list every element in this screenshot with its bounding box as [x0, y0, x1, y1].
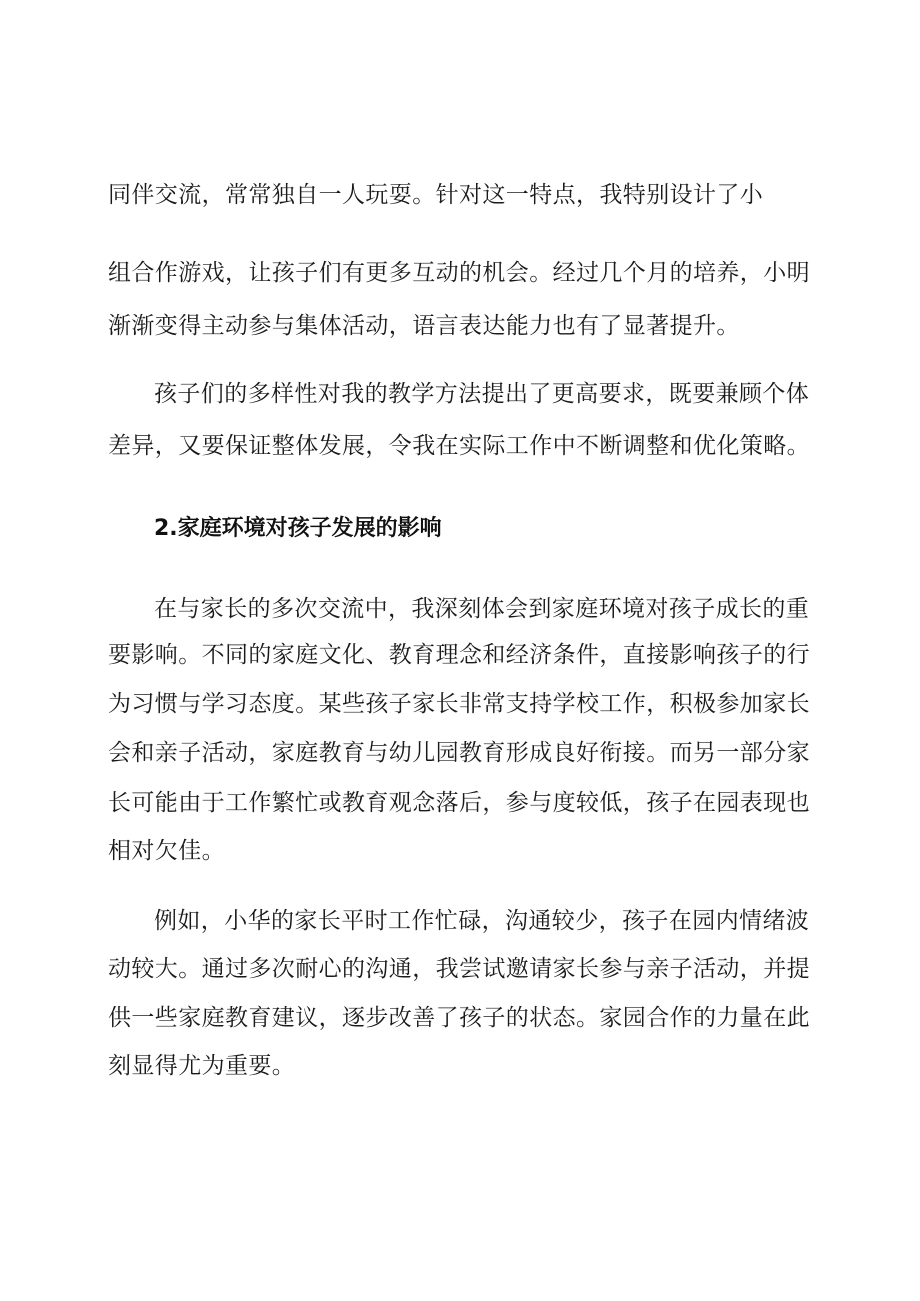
paragraph-line: 长可能由于工作繁忙或教育观念落后，参与度较低，孩子在园表现也	[108, 790, 810, 816]
paragraph-line: 要影响。不同的家庭文化、教育理念和经济条件，直接影响孩子的行	[108, 642, 810, 668]
paragraph-line: 会和亲子活动，家庭教育与幼儿园教育形成良好衔接。而另一部分家	[108, 740, 810, 766]
paragraph-line: 相对欠佳。	[108, 838, 225, 864]
paragraph-line: 在与家长的多次交流中，我深刻体会到家庭环境对孩子成长的重	[154, 596, 810, 622]
paragraph-line: 供一些家庭教育建议，逐步改善了孩子的状态。家园合作的力量在此	[108, 1005, 810, 1031]
paragraph-line: 刻显得尤为重要。	[108, 1053, 296, 1079]
paragraph-line: 例如，小华的家长平时工作忙碌，沟通较少，孩子在园内情绪波	[154, 908, 810, 934]
paragraph-line: 为习惯与学习态度。某些孩子家长非常支持学校工作，积极参加家长	[108, 691, 810, 717]
paragraph-line: 渐渐变得主动参与集体活动，语言表达能力也有了显著提升。	[108, 313, 740, 339]
paragraph-line: 同伴交流，常常独自一人玩耍。针对这一特点，我特别设计了小	[108, 182, 764, 208]
paragraph-line: 孩子们的多样性对我的教学方法提出了更高要求，既要兼顾个体	[154, 381, 810, 407]
paragraph-line: 动较大。通过多次耐心的沟通，我尝试邀请家长参与亲子活动，并提	[108, 956, 810, 982]
paragraph-line: 差异，又要保证整体发展，令我在实际工作中不断调整和优化策略。	[108, 433, 810, 459]
paragraph-line: 组合作游戏，让孩子们有更多互动的机会。经过几个月的培养，小明	[108, 260, 810, 286]
section-heading: 2.家庭环境对孩子发展的影响	[154, 516, 442, 541]
